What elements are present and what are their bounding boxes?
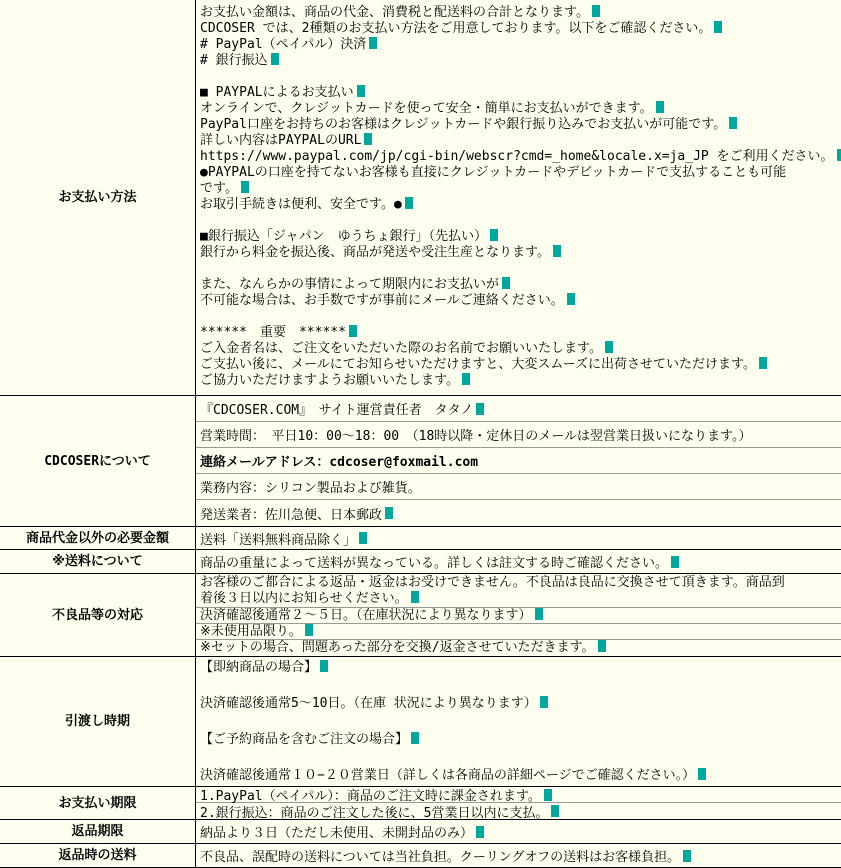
blank-line bbox=[196, 677, 841, 695]
row-return-deadline bbox=[0, 819, 841, 843]
row-shipping-info bbox=[0, 549, 841, 573]
blank-line bbox=[196, 261, 841, 277]
exchange-leadtime-line: 決済確認後通常２〜５日。（在庫状況により異なります） bbox=[196, 608, 841, 624]
header-extra-fees: 商品代金以外の必要金額 bbox=[0, 527, 196, 549]
text-line: ●PAYPALの口座を持てないお客様も直接にクレジットカードやデビットカードで支払することも可能 bbox=[200, 165, 787, 180]
important-notice-heading: ****** 重要 ****** bbox=[196, 325, 841, 341]
text-line: です。 bbox=[196, 181, 841, 197]
header-return-deadline: 返品期限 bbox=[0, 820, 196, 843]
text-line: PayPal口座をお持ちのお客様はクレジットカードや銀行振り込みでお支払いが可能です。 bbox=[196, 117, 841, 133]
text-line: また、なんらかの事情によって期限内にお支払いが bbox=[196, 277, 841, 293]
text-line: お客様のご都合による返品・返金はお受けできません。不良品は良品に交換させて頂きます。商品到 bbox=[200, 575, 785, 590]
return-deadline-line: 納品より３日（ただし未使用、未開封品のみ） bbox=[196, 820, 841, 843]
header-about-cdcoser: CDCOSERについて bbox=[0, 396, 196, 526]
blank-line bbox=[196, 69, 841, 85]
row-return-shipping bbox=[0, 843, 841, 867]
about-cdcoser-content bbox=[196, 396, 841, 526]
text-line: ご支払い後に、メールにてお知らせいただけますと、大変スムーズに出荷させていただけます。 bbox=[196, 357, 841, 373]
shipping-carrier-line: 発送業者：佐川急便、日本郵政 bbox=[196, 500, 841, 526]
delivery-period-content bbox=[196, 657, 841, 786]
business-description-line: 業務内容：シリコン製品および雑貨。 bbox=[196, 474, 841, 500]
text-line: ご協力いただけますようお願いいたします。 bbox=[196, 373, 841, 389]
text-line-bank-option: # 銀行振込 bbox=[196, 53, 841, 69]
text-line: オンラインで、クレジットカードを使って安全・簡単にお支払いができます。 bbox=[196, 101, 841, 117]
defective-items-content bbox=[196, 574, 841, 656]
row-extra-fees bbox=[0, 526, 841, 549]
return-shipping-line: 不良品、誤配時の送料については当社負担。クーリングオフの送料はお客様負担。 bbox=[196, 844, 841, 867]
text-line: 銀行から料金を振込後、商品が発送や受注生産となります。 bbox=[196, 245, 841, 261]
return-policy-block bbox=[196, 575, 841, 608]
site-operator-line: 『CDCOSER.COM』 サイト運営責任者 タタノ bbox=[196, 396, 841, 422]
text-line-paypal-option: # PayPal（ペイパル）決済 bbox=[196, 37, 841, 53]
shipping-fee-line: 送料「送料無料商品除く」 bbox=[196, 527, 841, 549]
blank-line bbox=[196, 213, 841, 229]
business-hours-line: 営業時間： 平日10：00〜18：00 （18時以降・定休日のメールは翌営業日扱いになります。） bbox=[196, 422, 841, 448]
preorder-heading: 【ご予約商品を含むご注文の場合】 bbox=[196, 731, 841, 749]
text-line: 不可能な場合は、お手数ですが事前にメールご連絡ください。 bbox=[196, 293, 841, 309]
row-payment-deadline bbox=[0, 786, 841, 819]
in-stock-heading: 【即納商品の場合】 bbox=[196, 659, 841, 677]
text-line: ご入金者名は、ご注文をいただいた際のお名前でお願いいたします。 bbox=[196, 341, 841, 357]
payment-deadline-content bbox=[196, 787, 841, 819]
payment-method-content bbox=[196, 0, 841, 395]
header-defective-items: 不良品等の対応 bbox=[0, 574, 196, 656]
text-line: お支払い金額は、商品の代金、消費税と配送料の合計となります。 bbox=[196, 5, 841, 21]
header-payment-method: お支払い方法 bbox=[0, 0, 196, 395]
return-shipping-content bbox=[196, 844, 841, 867]
extra-fees-content bbox=[196, 527, 841, 549]
text-line: CDCOSER では、2種類のお支払い方法をご用意しております。以下をご確認ください。 bbox=[196, 21, 841, 37]
text-line: 詳しい内容はPAYPALのURL bbox=[196, 133, 841, 149]
row-payment-method bbox=[0, 0, 841, 395]
set-items-line: ※セットの場合、問題あった部分を交換/返金させていただきます。 bbox=[196, 640, 841, 656]
unused-only-line: ※未使用品限り。 bbox=[196, 624, 841, 640]
paypal-deadline-line: 1.PayPal（ペイパル）：商品のご注文時に課金されます。 bbox=[196, 787, 841, 803]
preorder-leadtime-line: 決済確認後通常１０−２０営業日（詳しくは各商品の詳細ページでご確認ください。） bbox=[196, 767, 841, 785]
row-about-cdcoser bbox=[0, 395, 841, 526]
text-line-paypal-heading: ■ PAYPALによるお支払い bbox=[196, 85, 841, 101]
header-payment-deadline: お支払い期限 bbox=[0, 787, 196, 819]
text-line: お取引手続きは便利、安全です。● bbox=[196, 197, 841, 213]
blank-line bbox=[196, 309, 841, 325]
text-line-bank-heading: ■銀行振込「ジャパン ゆうちょ銀行」（先払い） bbox=[196, 229, 841, 245]
contact-email-line: 連絡メールアドレス：cdcoser@foxmail.com bbox=[196, 448, 841, 474]
row-delivery-period bbox=[0, 656, 841, 786]
shipping-info-content bbox=[196, 550, 841, 573]
blank-line bbox=[196, 713, 841, 731]
row-defective-items bbox=[0, 573, 841, 656]
return-deadline-content bbox=[196, 820, 841, 843]
bank-deadline-line: 2.銀行振込：商品のご注文した後に、5営業日以内に支払。 bbox=[196, 803, 841, 819]
header-delivery-period: 引渡し時期 bbox=[0, 657, 196, 786]
header-shipping-info: ※送料について bbox=[0, 550, 196, 573]
in-stock-leadtime-line: 決済確認後通常5〜10日。（在庫 状況により異なります） bbox=[196, 695, 841, 713]
text-line: 着後３日以内にお知らせください。 bbox=[196, 591, 841, 607]
header-return-shipping: 返品時の送料 bbox=[0, 844, 196, 867]
shipping-weight-line: 商品の重量によって送料が異なっている。詳しくは註文する時ご確認ください。 bbox=[196, 550, 841, 573]
paypal-url-line: https://www.paypal.com/jp/cgi-bin/webscr?cmd=_home&locale.x=ja_JP をご利用ください。 bbox=[196, 149, 841, 165]
blank-line bbox=[196, 749, 841, 767]
